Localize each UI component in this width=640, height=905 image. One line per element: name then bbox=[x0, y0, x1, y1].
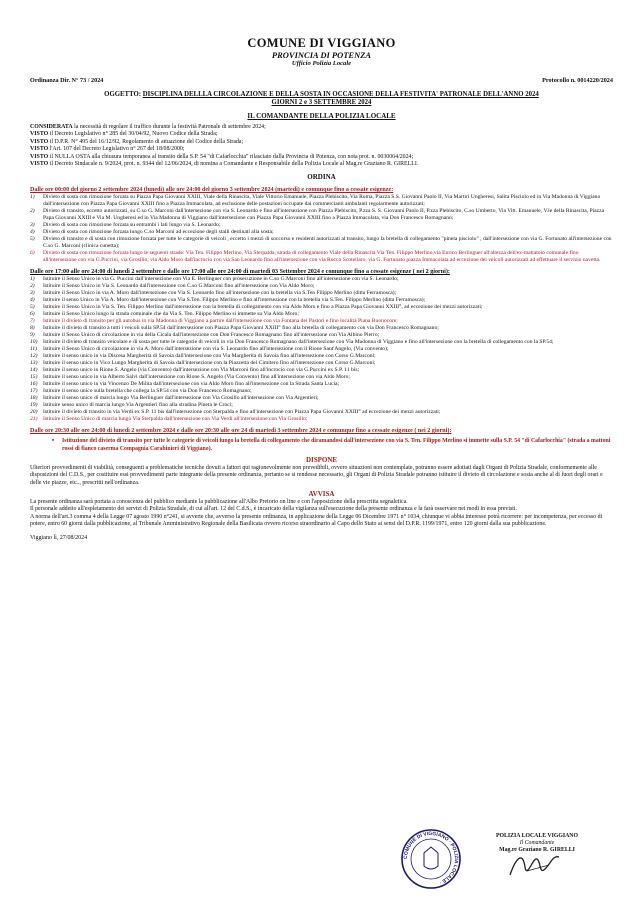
section2-heading: Dalle ore 17:00 alle ore 24:00 di lunedì 2 settembre e dalle ore 17:00 alle ore 24:00 di martedì 03 Settembre 2024 e comunque fino a cessate esigenze ( nei 2 giorni): bbox=[30, 269, 450, 276]
item-text: Istituire senso unico di marcia lungo Via Argentieri fino alla stradina Pineta le Croci; bbox=[43, 402, 233, 409]
item-number: 4) bbox=[30, 229, 35, 236]
item-number: 13) bbox=[30, 360, 38, 367]
item-text: Istituire il divieto di transito veicolare e di sosta per tutte le categorie di veicoli in via Don Francesco Romagnano dall'intersezione con Via Madonna di Viggiano e fino all'intersezione con la bretella di collegamento con la SP.54; bbox=[43, 339, 554, 346]
ordina-heading: ORDINA bbox=[307, 173, 336, 182]
place-date: Viggiano lì, 27/08/2024 bbox=[30, 534, 88, 541]
section2-list bbox=[30, 276, 613, 423]
list-item bbox=[30, 381, 613, 388]
list-item bbox=[30, 409, 613, 416]
avvisa-heading: AVVISA bbox=[308, 490, 335, 499]
avvisa-p2: Il personale addetto all'espletamento dei servizi di Polizia Stradale, di cui all'art. 12 del C.d.S., è incaricato della vigilanza sull'esecuzione della presente ordinanza e la farà osservare nei modi in essa previsti. bbox=[30, 506, 518, 513]
premessa-keyword: VISTO bbox=[30, 146, 49, 153]
item-number: 16) bbox=[30, 381, 38, 388]
signature-name: Mag.re Graziano R. GIRELLI bbox=[499, 847, 575, 853]
premessa-text: il Decreto Sindacale n. 9/2024, prot. n. 9344 del 12/06/2024, di nomina a Comandante e Responsabile della Polizia Locale al Mag.re Graziano R. GIRELLI. bbox=[48, 161, 419, 168]
item-text: Istituire il senso unico sulla bretella che collega la SP.54 con via Don Francesco Romagnano; bbox=[43, 388, 252, 395]
provincia-subtitle: PROVINCIA DI POTENZA bbox=[271, 50, 372, 60]
item-text: Istituire il Senso Unico di marcia lungo Via Sterpalda dall'intersezione con Via Verdi all'intersezione con Via Grosillo; bbox=[43, 416, 308, 423]
ordinanza-number: Ordinanza Dir. N° 73 / 2024 bbox=[30, 77, 104, 84]
premessa-keyword: VISTO bbox=[30, 138, 49, 145]
premessa-keyword: VISTO bbox=[30, 131, 49, 138]
item-text: Istituire il senso unico in via Discesa Margherita di Savoia dall'intersezione con Via Margherita di Savoia fino all'intersezione con Corso G.Marconi; bbox=[43, 353, 376, 360]
official-stamp-icon bbox=[400, 828, 462, 890]
meta-row bbox=[30, 77, 613, 85]
list-item bbox=[30, 236, 613, 250]
item-number: 1) bbox=[30, 194, 35, 201]
premessa-line bbox=[30, 131, 613, 138]
section1-heading: Dalle ore 00:00 del giorno 2 settembre 2024 (lunedì) alle ore 24:00 del giorno 3 settembre 2024 (martedì) e comunque fino a cessate esigenze: bbox=[30, 187, 394, 194]
item-text: Istituire il senso unico di marcia lungo Via Berlinguer dall'intersezione con Via Grosillo all'intersezione con Via Argentieri; bbox=[43, 395, 319, 402]
ordinanza-document bbox=[30, 36, 613, 541]
item-number: 1) bbox=[30, 276, 35, 283]
item-text: Istituire il senso unico in via Alberto Salvi dall'intersezione con Rione S. Angelo (Via Convento) fino all'intersezione con via Aldo Moro; bbox=[43, 374, 350, 381]
item-number: 11) bbox=[30, 346, 38, 353]
premessa-keyword: VISTO bbox=[30, 153, 49, 160]
item-number: 7) bbox=[30, 318, 35, 325]
protocollo-number: Protocollo n. 0014220/2024 bbox=[542, 77, 613, 84]
handwritten-signature-icon bbox=[505, 845, 565, 885]
list-item bbox=[30, 208, 613, 222]
comandante-heading: IL COMANDANTE DELLA POLIZIA LOCALE bbox=[247, 112, 396, 120]
item-number: 17) bbox=[30, 388, 38, 395]
item-text: Istituire il Senso Unico in via A. Moro dall'intersezione con Via S. Leonardo fino all'intersezione con la bretella via S.Ten Filippo Merlino (ditta Ferramosca); bbox=[43, 290, 397, 297]
stamp-text: COMUNE DI VIGGIANO · POLIZIA LOCALE · bbox=[402, 830, 460, 886]
item-number: 9) bbox=[30, 332, 35, 339]
item-text: Istituire il Senso Unico lungo la strada comunale che da Via S. Ten. Filippo Merlino si immette su Via Aldo Moro; bbox=[43, 311, 299, 318]
section1-list bbox=[30, 194, 613, 264]
item-text: Istituire il senso Unico in Via A. Moro dall'intersezione con Via S.Ten. Filippo Merlino e fino all'intersezione con la bretella via S.Ten. Filippo Merlino (ditta Ferramosca); bbox=[43, 297, 426, 304]
item-number: 14) bbox=[30, 367, 38, 374]
item-text: Istituire il Senso Unico di circolazione in via della Cicala dall'intersezione con Don Francesco Romagnano fino all'intersezione con Via Albino Pierro; bbox=[43, 332, 380, 339]
item-number: 5) bbox=[30, 236, 35, 243]
item-number: 6) bbox=[30, 250, 35, 257]
oggetto-label: OGGETTO: bbox=[104, 91, 142, 98]
oggetto bbox=[30, 91, 613, 107]
avvisa-p3: A norma dell'art.3 comma 4 della Legge 07 agosto 1990 n°241, si avverte che, avverso la presente ordinanza, in applicazione della Legge 06 Dicembre 1971 n° 1034, chiunque vi abbia interesse potrà ricorrere: per incompetenza, per eccesso di potere, entro 60 giorni dalla pubblicazione, al Tribunale Amministrativo Regionale della Basilicata ovvero ricorso straordinario al Capo dello Stato ai sensi del D.P.R. 1199/1971, entro 120 giorni dalla sua pubblicazione. bbox=[30, 513, 603, 528]
list-item bbox=[30, 416, 613, 423]
item-text: Istituire il divieto di transito in via Verdi ex S.P. 11 bis dall'intersezione con Sterpalda e fino all'intersezione con Piazza Papa Giovanni XXIII° ad eccezione dei mezzi autorizzati; bbox=[43, 409, 441, 416]
item-text: Istituire il Senso Unico in Via S. Leonardo dall'intersezione con C.so G.Marconi fino all'intersezione con Via Aldo Moro; bbox=[43, 283, 315, 290]
list-item bbox=[30, 388, 613, 395]
oggetto-line2: GIORNI 2 e 3 SETTEMBRE 2024 bbox=[271, 99, 372, 106]
item-number: 6) bbox=[30, 311, 35, 318]
item-number: 15) bbox=[30, 374, 38, 381]
premessa-line bbox=[30, 146, 613, 153]
item-text: Divieto di transito e di sosta con rimozione forzata per tutte le categorie di veicoli , eccetto i mezzi di soccorso e residenti autorizzati al transito, lungo la bretella di collegamento "pineta pisciolo" , dall'intersezione con via G. Fortunato all'intersezione con C.so G. Marconi (clinica cunetta); bbox=[43, 236, 612, 250]
item-text: Istituire il divieto di transito per gli autobus in via Madonna di Viggiano a partire dall'intersezione con via Fontana dei Pastori e fino località Piana Buonocore; bbox=[43, 318, 398, 325]
item-text: Istituire il Senso Unico in via G. Puccini dall'intersezione con Via E. Berlinguer con prosecuzione in C.so G.Marconi fino all'intersezione con via S. Leonardo; bbox=[43, 276, 399, 283]
signature-office: POLIZIA LOCALE VIGGIANO bbox=[495, 833, 579, 839]
section3-item-text: Istituzione del divieto di transito per tutte le categorie di veicoli lungo la bretella di collegamento che diramandosi dall'intersezione con via S. Ten. Filippo Merlino si immette sulla S.P. 54 "di Cafarlocchia" (strada a mattoni rossi di fianco caserma Compagnia Carabinieri di Viggiano). bbox=[62, 438, 611, 452]
item-number: 19) bbox=[30, 402, 38, 409]
item-number: 2) bbox=[30, 283, 35, 290]
signature-role: Il Comandante bbox=[519, 840, 555, 846]
premessa-text: il Decreto Legislativo n° 285 del 30/04/92, Nuovo Codice della Strada; bbox=[48, 131, 218, 138]
item-number: 18) bbox=[30, 395, 38, 402]
dispone-text: Ulteriori provvedimenti di viabilità, conseguenti a problematiche tecniche dovuti a fattori qui ragionevolmente non prevedibili, ovvero situazioni non contemplate, potranno essere adottati dagli Organi di Polizia Stradale, conformemente alle disposizioni del C.D.S., per costituire essi provvedimenti parte integrante della presente ordinanza, pertanto se si rendesse necessario, gli Organi di Polizia Stradale potranno istituire il divieto di circolazione e sosta anche al di fuori degli orari e delle vie piazze, etc.., prescritti nell'ordinanza. bbox=[30, 464, 603, 486]
item-text: Divieto di sosta con rimozione forzata lungo le seguenti strade: Via Ten. Filippo Merlino, Via Sterpalda, strada di collegamento Viale della Rinascita Via Ten. Filippo Merlino,via Enrico Berlinguer all'altezza dell'ex-mattatoio comunale fino all'intersezione con via G.Puccini, via Grosilio, via Aldo Moro dall'incrocio con via San Leonardo fino all'intersezione con via Rocco Scotellaro, via G. Fortunato piazza Immacolata ad eccezione dei veicoli autorizzati ad effettuare il servizio navetta. bbox=[43, 250, 601, 264]
item-text: Istituire il senso unico in via Vincenzo De Milita dall'intersezione con via Aldo Moro fino all'intersezione con la Strada Santa Lucia; bbox=[43, 381, 340, 388]
item-text: Divieto di sosta con rimozione forzata lungo C.so Marconi ad eccezione degli stalli destinati alla sosta; bbox=[43, 229, 274, 236]
item-text: Divieto di transito, eccetto autorizzati, su C.so G. Marconi dall'intersezione con via S. Leonardo e fino all'intersezione con Piazza Plebiscito, P.zza S. S. Giovanni Paolo II, P.zza Plebiscito, C.so Umberto, Via Vitt. Emanuele, V.le della Rinascita, Piazza Papa Giovanni XXIII e Via M. Ungheresi ed in Via Madonna di Viggiano dall'intersezione con Piazza Papa Giovanni XXIII fino a Piazza Immacolata, via Don Francesco Romagnano; bbox=[43, 208, 605, 222]
item-number: 3) bbox=[30, 290, 35, 297]
premessa-keyword: CONSIDERATA bbox=[30, 124, 73, 130]
item-number: 4) bbox=[30, 297, 35, 304]
list-item bbox=[30, 304, 613, 311]
premessa-text: la necessità di regolare il traffico durante la festività Patronale di settembre 2024; bbox=[72, 124, 266, 130]
avvisa-p1: La presente ordinanza sarà portata a conoscenza del pubblico mediante la pubblicazione all'Albo Pretorio on line e con l'apposizione della prescritta segnaletica. bbox=[30, 499, 408, 506]
premessa-line bbox=[30, 161, 613, 168]
section3-item bbox=[52, 438, 613, 452]
item-number: 21) bbox=[30, 416, 38, 423]
list-item bbox=[30, 194, 613, 208]
item-number: 12) bbox=[30, 353, 38, 360]
premessa-line bbox=[30, 154, 613, 161]
premessa-text: il NULLA OSTA alla chiusura temporanea al transito della S.P. 54 "di Cafarlocchia" rilasciato dalla Provincia di Potenza, con nota prot. n. 0030064/2024; bbox=[48, 153, 414, 160]
item-text: Divieto di sosta con rimozione forzata su entrambi i lati lungo via S. Leonardo; bbox=[43, 222, 221, 229]
item-number: 8) bbox=[30, 325, 35, 332]
item-text: Istituire il senso unico in Rione S. Angelo (via Convento) dall'intersezione con Via Marconi fino all'incrocio con via G.Puccini ex S.P. 11 bis; bbox=[43, 367, 360, 374]
premesse-list bbox=[30, 124, 613, 168]
list-item bbox=[30, 250, 613, 264]
item-text: Istituire il senso unico in Vico Lungo Margherita di Savoia dall'intersezione con la Piazzetta del Cimitero fino all'intersezione con Corso G.Marconi; bbox=[43, 360, 376, 367]
item-text: Istituire il Senso Unico di circolazione in via A. Moro dall'intersezione con via S. Leonardo fino all'intersezione con il Rione Sant'Angelo, (Via convento); bbox=[43, 346, 389, 353]
premessa-keyword: VISTO bbox=[30, 161, 49, 168]
section3-heading: Dalle ore 20:30 alle ore 24:00 di lunedì 2 settembre 2024 e dalle ore 20:30 alle ore 24 di martedì 3 settembre 2024 e comunque fino a cessate esigenze ( nei 2 giorni): bbox=[30, 428, 452, 435]
item-number: 2) bbox=[30, 208, 35, 215]
item-number: 5) bbox=[30, 304, 35, 311]
ufficio-subtitle: Ufficio Polizia Locale bbox=[291, 60, 352, 67]
dispone-heading: DISPONE bbox=[305, 455, 338, 464]
premessa-text: il D.P.R. N° 495 del 16/12/92, Regolamento di attuazione del Codice della Strada; bbox=[48, 138, 244, 145]
comune-title: COMUNE DI VIGGIANO bbox=[247, 36, 396, 50]
item-number: 3) bbox=[30, 222, 35, 229]
premessa-text: l'Art. 107 del Decreto Legislativo n° 267 del 18/08/2000; bbox=[48, 146, 185, 153]
item-text: Istituire il divieto di transito a tutti i veicoli sulla SP.54 dall'intersezione con Piazza Papa Giovanni XXIII° fino alla bretella di collegamento con via Don Francesco Romagnano; bbox=[43, 325, 439, 332]
item-number: 20) bbox=[30, 409, 38, 416]
bullet-icon: • bbox=[52, 438, 55, 445]
item-text: Istituire il Senso Unico in Via S. Ten. Filippo Merlino dall'intersezione con la bretella di collegamento con via Aldo Moro e fino a Piazza Papa Giovanni XXIII°, ad eccezione dei mezzi autorizzati; bbox=[43, 304, 483, 311]
item-number: 10) bbox=[30, 339, 38, 346]
item-text: Divieto di sosta con rimozione forzata su Piazza Papa Giovanni XXIII, Viale della Rinascita, Viale Vittorio Emanuele, Piazza Plebiscito, Via Roma, Piazza S.S. Giovanni Paolo II, Via Martiri Ungheresi, Salita Pisciolo ed in Via Madonna di Viggiano dall'intersezione con Piazza Papa Giovanni XXIII fino a Piazza Immacolata, ad esclusione delle postazioni occupate dai commercianti ambulanti regolarmente autorizzati; bbox=[43, 194, 601, 208]
oggetto-line1: DISCIPLINA DELLLA CIRCOLAZIONE E DELLA SOSTA IN OCCASIONE DELLA FESTIVITA' PATRONALE DELL'ANNO 2024 bbox=[142, 91, 539, 98]
